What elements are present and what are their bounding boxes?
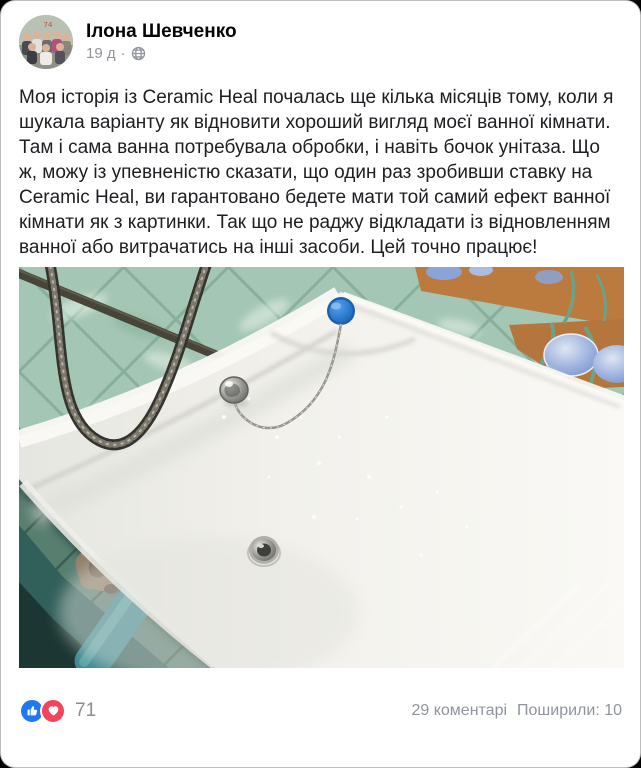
- avatar[interactable]: [19, 15, 73, 69]
- post-header: [1, 1, 640, 73]
- dot-separator: ·: [120, 45, 126, 63]
- globe-icon: [131, 46, 146, 61]
- footer-counts: [411, 702, 622, 720]
- avatar-wall-number: 74: [43, 21, 53, 29]
- post-photo[interactable]: [19, 267, 624, 668]
- header-meta: [86, 22, 237, 63]
- avatar-group-photo: [19, 15, 73, 69]
- post-footer: [1, 668, 640, 740]
- reactions-summary[interactable]: [19, 698, 96, 724]
- avatar-people: [22, 31, 71, 65]
- post-subline: [86, 45, 237, 62]
- post-text: Моя історія із Ceramic Heal почалась ще кілька місяців тому, коли я шукала варіанту як відновити хороший вигляд моєї ванної кімнати. Там і сама ванна потребувала обробки, і навіть бочок унітаза. Що ж, можу із упевненістю сказати, що один раз зробивши ставку на Ceramic Heal, ви гарантовано бедете мати той самий ефект ванної кімнати як з картинки. Так що не раджу відкладати із відновленням ванної або витрачатись на інші засоби. Цей точно працює!: [19, 87, 614, 258]
- author-name[interactable]: Ілона Шевченко: [86, 20, 237, 42]
- reaction-count[interactable]: 71: [75, 699, 97, 721]
- shares-count[interactable]: Поширили: 10: [517, 701, 622, 719]
- overflow-cap: [327, 297, 355, 325]
- love-icon[interactable]: [40, 698, 66, 724]
- comments-count[interactable]: 29 коментарі: [411, 701, 508, 719]
- timestamp[interactable]: 19 д: [86, 45, 116, 63]
- drain-plug: [220, 377, 249, 407]
- bathroom-photo-illustration: [19, 267, 624, 668]
